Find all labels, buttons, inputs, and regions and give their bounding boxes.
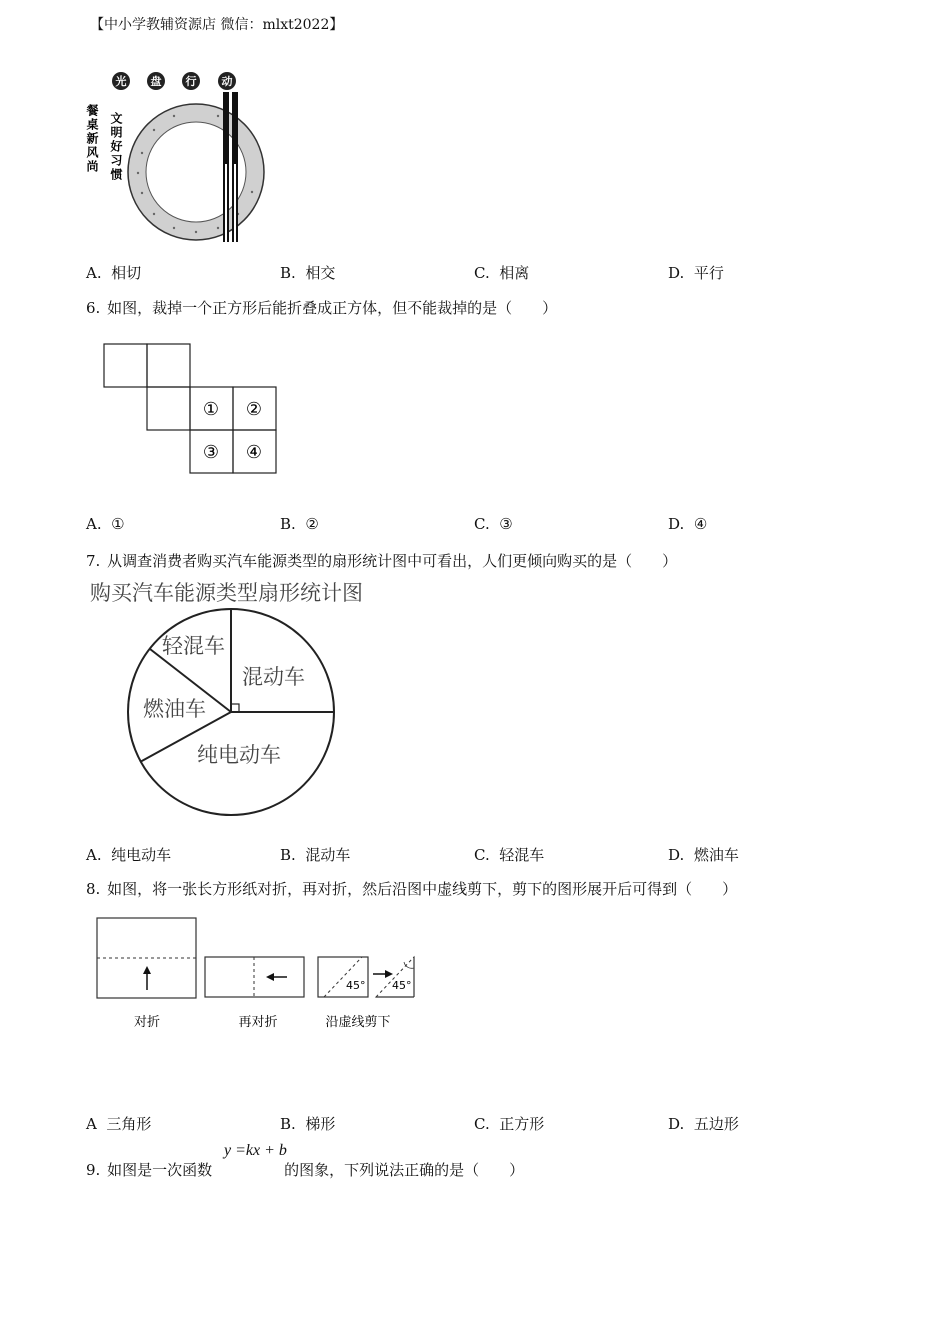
cell-label-1: ① (202, 399, 220, 420)
option-text: ④ (693, 515, 708, 533)
right-angle-mark (231, 704, 239, 712)
q7-option-a[interactable] (86, 844, 171, 865)
angle-label-right: 45° (392, 979, 412, 992)
cell-label-3: ③ (202, 442, 220, 463)
option-text: 相切 (111, 264, 142, 282)
plate-illustration (82, 68, 282, 248)
slice-label-hybrid: 混动车 (242, 665, 305, 689)
q5-option-d[interactable] (668, 262, 724, 283)
option-text: ③ (499, 515, 513, 533)
net-square (147, 344, 190, 387)
option-letter: A. (86, 846, 102, 864)
q7-option-c[interactable] (474, 844, 544, 865)
q9-formula: y =kx + b (224, 1142, 287, 1159)
option-text: 五边形 (693, 1115, 739, 1133)
option-letter: D. (668, 264, 685, 282)
badge-text-3: 行 (185, 75, 197, 88)
arrow-left-icon (266, 973, 274, 981)
option-letter: B. (280, 1115, 296, 1133)
option-text: 梯形 (305, 1115, 336, 1133)
option-text: 平行 (693, 264, 724, 282)
caption-fold: 对折 (133, 1015, 161, 1030)
q6-option-b[interactable] (280, 515, 319, 533)
option-letter: A (86, 1115, 97, 1133)
option-letter: C. (474, 264, 490, 282)
question-number: 9. (86, 1161, 101, 1179)
vertical-text-right: 文明好习惯 (109, 112, 123, 182)
chart-title: 购买汽车能源类型扇形统计图 (90, 581, 363, 605)
option-text: ① (111, 515, 125, 533)
q6-option-c[interactable] (474, 515, 513, 533)
q5-option-b[interactable] (280, 262, 335, 283)
vertical-text-left: 餐桌新风尚 (85, 104, 99, 174)
question-8 (86, 878, 737, 899)
option-letter: B. (280, 515, 296, 533)
option-text: 混动车 (305, 846, 351, 864)
question-number: 8. (86, 880, 101, 898)
option-letter: D. (668, 1115, 685, 1133)
question-stem-after: 的图象，下列说法正确的是（ ） (284, 1161, 525, 1179)
q5-option-c[interactable] (474, 262, 529, 283)
slice-label-fuel: 燃油车 (143, 697, 206, 721)
q6-option-d[interactable] (668, 515, 707, 533)
option-letter: C. (474, 515, 490, 533)
badge-text-4: 动 (221, 75, 233, 88)
plate-center (146, 122, 246, 222)
q8-option-d[interactable] (668, 1113, 739, 1134)
option-text: 纯电动车 (111, 846, 172, 864)
badge-text-1: 光 (115, 75, 127, 88)
question-number: 7. (86, 552, 101, 570)
option-letter: D. (668, 515, 685, 533)
option-letter: C. (474, 846, 490, 864)
q6-option-a[interactable] (86, 515, 125, 533)
net-square (104, 344, 147, 387)
option-text: 轻混车 (499, 846, 545, 864)
question-7 (86, 550, 677, 571)
cell-label-2: ② (245, 399, 263, 420)
caption-cut: 沿虚线剪下 (325, 1015, 391, 1030)
badge-row (112, 72, 236, 90)
option-letter: D. (668, 846, 685, 864)
q8-option-b[interactable] (280, 1113, 335, 1134)
fold-step-2 (205, 957, 304, 1030)
option-text: 相离 (499, 264, 530, 282)
q7-option-d[interactable] (668, 844, 739, 865)
caption-fold-again: 再对折 (238, 1015, 278, 1030)
fold-step-1 (97, 918, 196, 1030)
angle-label-left: 45° (346, 979, 366, 992)
page-header: 【中小学教辅资源店 微信：mlxt2022】 (90, 17, 344, 33)
question-stem-before: 如图是一次函数 (107, 1161, 213, 1179)
option-letter: B. (280, 264, 296, 282)
slice-label-mild-hybrid: 轻混车 (162, 634, 225, 658)
option-text: ② (305, 515, 319, 533)
arrow-right-icon (385, 970, 393, 978)
cube-net-figure (100, 340, 285, 480)
q5-option-a[interactable] (86, 262, 141, 283)
cell-label-4: ④ (245, 442, 263, 463)
q8-option-a[interactable] (86, 1113, 151, 1134)
option-letter: C. (474, 1115, 490, 1133)
slice-label-electric: 纯电动车 (197, 743, 281, 767)
question-9 (86, 1159, 524, 1180)
question-stem: 如图，将一张长方形纸对折，再对折，然后沿图中虚线剪下，剪下的图形展开后可得到（ ） (107, 880, 738, 898)
question-number: 6. (86, 299, 101, 317)
option-text: 正方形 (499, 1115, 545, 1133)
q8-option-c[interactable] (474, 1113, 544, 1134)
pie-chart (84, 574, 394, 824)
arrow-up-icon (143, 966, 151, 974)
net-square (147, 387, 190, 430)
option-letter: B. (280, 846, 296, 864)
option-letter: A. (86, 515, 102, 533)
question-stem: 从调查消费者购买汽车能源类型的扇形统计图中可看出，人们更倾向购买的是（ ） (107, 552, 678, 570)
fold-step-3 (318, 957, 414, 1030)
question-6 (86, 297, 557, 318)
paper-folding-figure (92, 912, 422, 1037)
option-text: 燃油车 (693, 846, 739, 864)
badge-text-2: 盘 (150, 75, 162, 88)
option-letter: A. (86, 264, 102, 282)
q7-option-b[interactable] (280, 844, 350, 865)
question-stem: 如图，裁掉一个正方形后能折叠成正方体，但不能裁掉的是（ ） (107, 299, 558, 317)
option-text: 三角形 (106, 1115, 152, 1133)
option-text: 相交 (305, 264, 336, 282)
